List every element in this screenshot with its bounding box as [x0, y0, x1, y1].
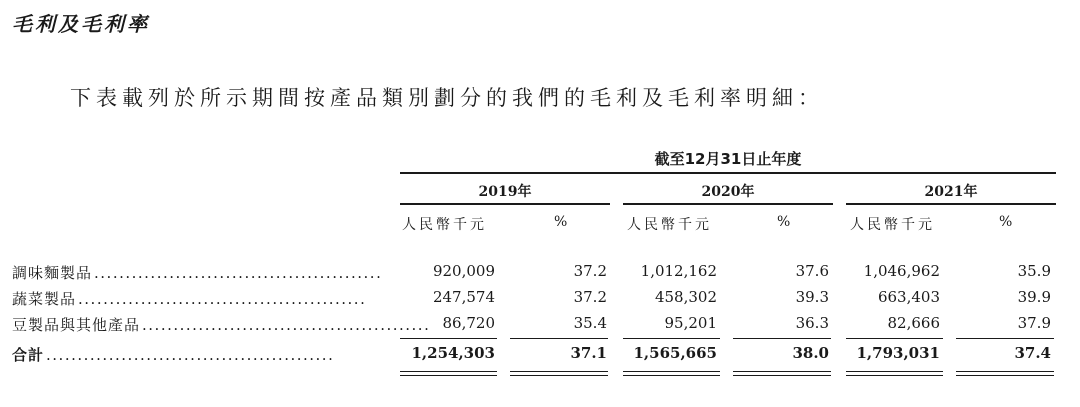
subtotal-rule — [510, 338, 608, 339]
cell-2019-amount: 247,574 — [432, 288, 495, 306]
total-2020-pct: 38.0 — [792, 344, 829, 362]
total-double-rule — [956, 371, 1054, 372]
cell-2020-amount: 1,012,162 — [640, 262, 717, 280]
cell-2021-pct: 35.9 — [1017, 262, 1051, 280]
unit-header: 人民幣千元 — [627, 217, 712, 233]
cell-2021-amount: 663,403 — [877, 288, 940, 306]
total-double-rule — [956, 375, 1054, 376]
total-row-label: 合計 .............................................. — [12, 346, 335, 364]
table-row-label: 調味麵製品 .............................................. — [12, 264, 383, 282]
subtotal-rule — [733, 338, 831, 339]
section-title: 毛利及毛利率 — [12, 12, 150, 36]
cell-2019-amount: 86,720 — [442, 314, 495, 332]
subtotal-rule — [400, 338, 497, 339]
total-double-rule — [510, 375, 608, 376]
cell-2020-pct: 39.3 — [795, 288, 829, 306]
total-2021-pct: 37.4 — [1014, 344, 1051, 362]
year-2019: 2019年 — [478, 184, 532, 200]
cell-2020-amount: 458,302 — [654, 288, 717, 306]
pct-header: % — [554, 214, 568, 230]
cell-2020-pct: 37.6 — [795, 262, 829, 280]
row-label-text: 豆製品與其他產品 — [12, 316, 141, 334]
unit-header: 人民幣千元 — [850, 217, 935, 233]
total-double-rule — [623, 371, 720, 372]
total-double-rule — [510, 371, 608, 372]
total-double-rule — [733, 375, 831, 376]
total-2019-pct: 37.1 — [570, 344, 607, 362]
pct-header: % — [999, 214, 1013, 230]
cell-2021-amount: 1,046,962 — [863, 262, 940, 280]
cell-2019-pct: 35.4 — [573, 314, 607, 332]
cell-2019-amount: 920,009 — [432, 262, 495, 280]
period-header: 截至12月31日止年度 — [654, 150, 802, 168]
row-label-text: 蔬菜製品 — [12, 290, 77, 308]
pct-header: % — [777, 214, 791, 230]
cell-2019-pct: 37.2 — [573, 288, 607, 306]
total-label-text: 合計 — [12, 346, 45, 364]
cell-2021-amount: 82,666 — [887, 314, 940, 332]
total-double-rule — [400, 371, 497, 372]
total-double-rule — [623, 375, 720, 376]
year-2020: 2020年 — [701, 184, 755, 200]
unit-header: 人民幣千元 — [402, 217, 487, 233]
cell-2020-amount: 95,201 — [664, 314, 717, 332]
year-2021: 2021年 — [924, 184, 978, 200]
subtotal-rule — [623, 338, 720, 339]
table-row-label: 豆製品與其他產品 .............................................. — [12, 316, 431, 334]
total-double-rule — [846, 371, 943, 372]
year-rule — [623, 203, 833, 205]
total-2020-amount: 1,565,665 — [633, 344, 717, 362]
cell-2020-pct: 36.3 — [795, 314, 829, 332]
table-row-label: 蔬菜製品 .............................................. — [12, 290, 367, 308]
total-double-rule — [846, 375, 943, 376]
year-rule — [400, 203, 610, 205]
row-label-text: 調味麵製品 — [12, 264, 93, 282]
header-rule — [400, 172, 1056, 174]
total-2019-amount: 1,254,303 — [411, 344, 495, 362]
total-2021-amount: 1,793,031 — [856, 344, 940, 362]
total-double-rule — [733, 371, 831, 372]
cell-2019-pct: 37.2 — [573, 262, 607, 280]
cell-2021-pct: 39.9 — [1017, 288, 1051, 306]
subtotal-rule — [846, 338, 943, 339]
intro-text: 下表載列於所示期間按產品類別劃分的我們的毛利及毛利率明細： — [70, 86, 824, 110]
year-rule — [846, 203, 1056, 205]
cell-2021-pct: 37.9 — [1017, 314, 1051, 332]
subtotal-rule — [956, 338, 1054, 339]
total-double-rule — [400, 375, 497, 376]
